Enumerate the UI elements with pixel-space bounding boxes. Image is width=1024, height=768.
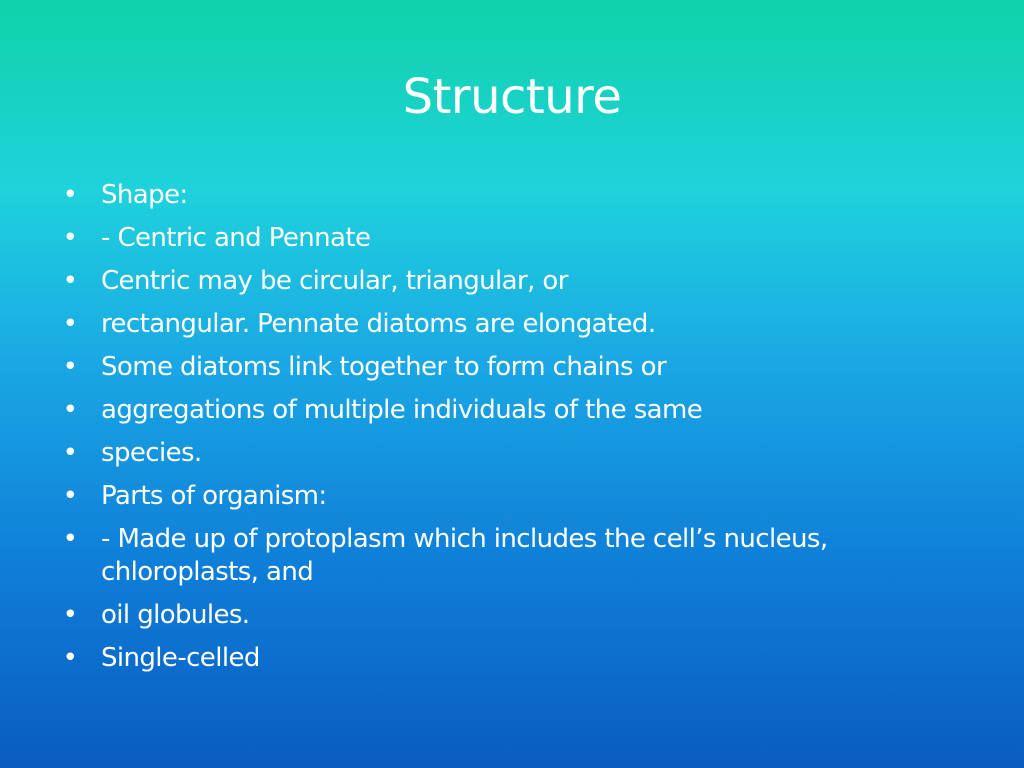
- bullet-list: [60, 179, 960, 685]
- bullet-icon: •: [62, 266, 78, 296]
- bullet-item: [60, 265, 960, 298]
- bullet-item: [60, 222, 960, 255]
- bullet-item: [60, 308, 960, 341]
- bullet-text: - Made up of protoplasm which includes the cell’s nucleus, chloroplasts, and: [101, 524, 828, 587]
- bullet-item: [60, 599, 960, 632]
- bullet-item: [60, 480, 960, 513]
- bullet-icon: •: [62, 352, 78, 382]
- bullet-icon: •: [62, 481, 78, 511]
- bullet-text: Some diatoms link together to form chains or: [101, 352, 667, 382]
- bullet-item: [60, 642, 960, 675]
- bullet-text: aggregations of multiple individuals of the same: [101, 395, 703, 425]
- bullet-text: species.: [101, 438, 202, 468]
- bullet-text: Single-celled: [101, 643, 260, 673]
- bullet-text: - Centric and Pennate: [101, 223, 371, 253]
- bullet-icon: •: [62, 395, 78, 425]
- slide-title: Structure: [402, 69, 622, 125]
- bullet-text: Parts of organism:: [101, 481, 327, 511]
- bullet-item: [60, 523, 960, 589]
- bullet-item: [60, 179, 960, 212]
- bullet-text: Shape:: [101, 180, 188, 210]
- bullet-item: [60, 394, 960, 427]
- bullet-text: rectangular. Pennate diatoms are elongated.: [101, 309, 656, 339]
- bullet-item: [60, 437, 960, 470]
- bullet-text: oil globules.: [101, 600, 250, 630]
- bullet-icon: •: [62, 438, 78, 468]
- bullet-icon: •: [62, 223, 78, 253]
- bullet-icon: •: [62, 600, 78, 630]
- bullet-icon: •: [62, 643, 78, 673]
- bullet-text: Centric may be circular, triangular, or: [101, 266, 568, 296]
- bullet-icon: •: [62, 180, 78, 210]
- bullet-icon: •: [62, 309, 78, 339]
- bullet-icon: •: [62, 524, 78, 554]
- bullet-item: [60, 351, 960, 384]
